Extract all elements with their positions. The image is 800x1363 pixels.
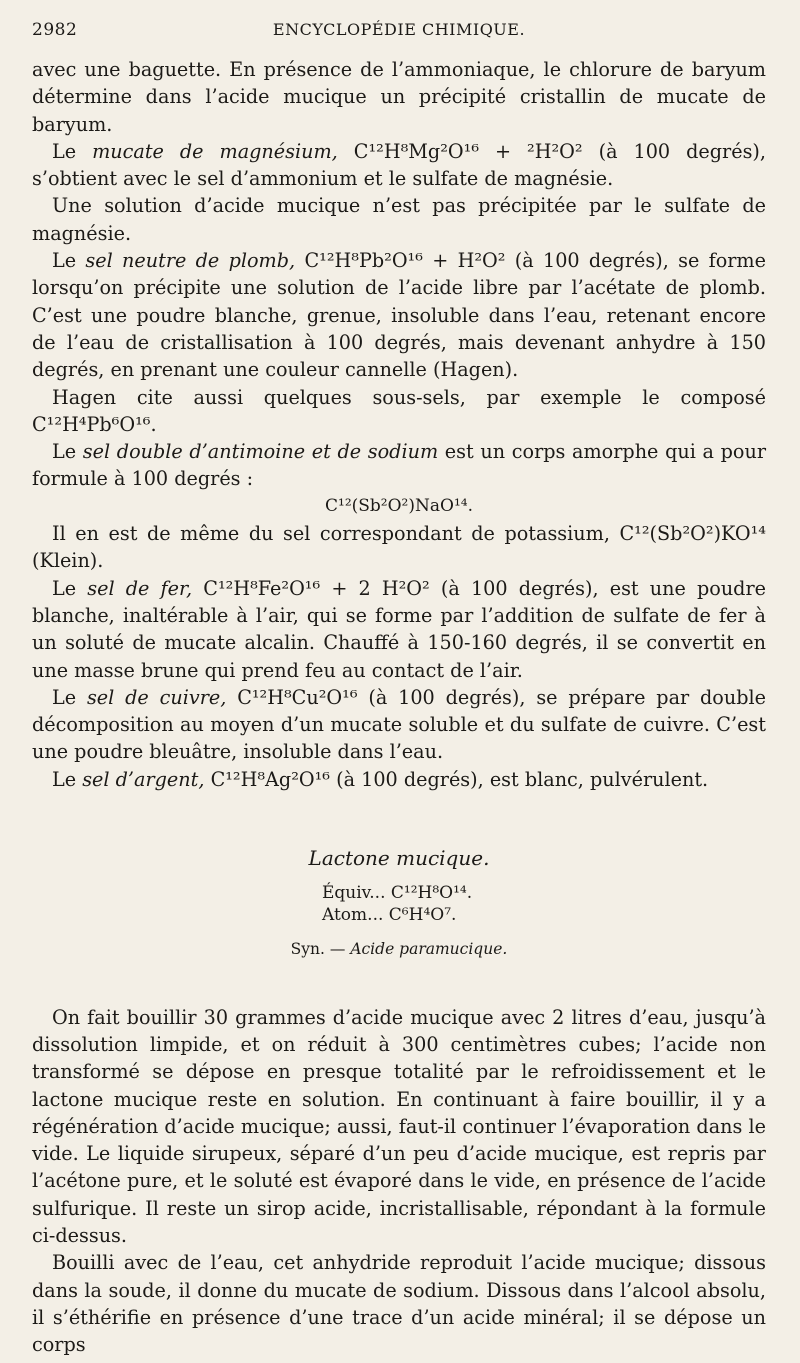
atom-row bbox=[322, 904, 522, 926]
syn-value: Acide paramucique. bbox=[350, 940, 508, 959]
text: Hagen cite aussi quelques sous-sels, par exemple le composé bbox=[52, 385, 766, 409]
paragraph-fer bbox=[32, 575, 766, 684]
paragraph-cuivre bbox=[32, 684, 766, 766]
paragraph-antimoine bbox=[32, 438, 766, 493]
term-sel-neutre-plomb: sel neutre de plomb, bbox=[85, 249, 296, 273]
equiv-row bbox=[322, 882, 522, 904]
text: Le bbox=[52, 139, 93, 163]
term-sel-argent: sel d’argent, bbox=[82, 767, 205, 791]
paragraph-baryum: avec une baguette. En présence de l’ammoniaque, le chlorure de baryum détermine dans l’acide mucique un précipité cristallin de mucate de baryum. bbox=[32, 58, 766, 136]
text: (à 100 degrés), est blanc, pulvérulent. bbox=[330, 767, 709, 791]
formula-argent: C¹²H⁸Ag²O¹⁶ bbox=[210, 767, 330, 791]
equiv-label: Équiv... bbox=[322, 883, 386, 904]
paragraph-preparation: On fait bouillir 30 grammes d’acide mucique avec 2 litres d’eau, jusqu’à dissolution limpide, et on réduit à 300 centimètres cubes; l’acide non transformé se dépose en presque totalité par le refroidissement et le lactone mucique reste en solution. En continuant à faire bouillir, il y a régénération d’acide mucique; aussi, faut-il continuer l’évaporation dans le vide. Le liquide sirupeux, séparé d’un peu d’acide mucique, est repris par l’acétone pure, et le soluté est évaporé dans le vide, en présence de l’acide sulfurique. Il reste un sirop acide, incristallisable, répondant à la formule ci-dessus. bbox=[32, 1005, 766, 1247]
term-mucate-magnesium: mucate de magnésium, bbox=[92, 139, 338, 163]
text: Le bbox=[52, 767, 83, 791]
text: Il en est de même du sel correspondant de potassium, bbox=[52, 522, 620, 546]
formula-magnesium: C¹²H⁸Mg²O¹⁶ + ²H²O² bbox=[353, 139, 583, 163]
paragraph-potassium bbox=[32, 520, 766, 575]
paragraph-solution: Une solution d’acide mucique n’est pas précipitée par le sulfate de magnésie. bbox=[32, 194, 766, 245]
paragraph-properties: Bouilli avec de l’eau, cet anhydride reproduit l’acide mucique; dissous dans la soude, il donne du mucate de sodium. Dissous dans l’alcool absolu, il s’éthérifie en présence d’une trace d’un acide minéral; il se dépose un corps bbox=[32, 1251, 766, 1357]
section-title: Lactone mucique. bbox=[308, 846, 490, 871]
page-number: 2982 bbox=[32, 20, 78, 40]
formula-fer: C¹²H⁸Fe²O¹⁶ + 2 H²O² bbox=[203, 576, 430, 600]
running-title: ENCYCLOPÉDIE CHIMIQUE. bbox=[272, 20, 526, 39]
synonym-line bbox=[32, 936, 766, 963]
formula-sous-sel: C¹²H⁴Pb⁶O¹⁶. bbox=[32, 412, 157, 436]
text: Le bbox=[52, 576, 88, 600]
text: Le bbox=[52, 249, 86, 273]
text: (à 100 degrés), se prépare par double décomposition au moyen d’un mucate soluble et du sulfate de cuivre. C’est une poudre bleuâtre, insoluble dans l’eau. bbox=[32, 685, 766, 764]
paragraph-hagen bbox=[32, 384, 766, 439]
formula-cuivre: C¹²H⁸Cu²O¹⁶ bbox=[237, 685, 358, 709]
formula-antimoine-sodium: C¹²(Sb²O²)NaO¹⁴. bbox=[325, 495, 473, 516]
formula-plomb: C¹²H⁸Pb²O¹⁶ + H²O² bbox=[304, 249, 506, 273]
text: (à 100 degrés), se forme lorsqu’on précipite une solution de l’acide libre par l’acétate de plomb. C’est une poudre blanche, grenue, insoluble dans l’eau, retenant encore de l’eau de cristallisation à 100 degrés, mais devenant anhydre à 150 degrés, en prenant une couleur cannelle (Hagen). bbox=[32, 249, 766, 382]
paragraph-plomb bbox=[32, 247, 766, 383]
term-sel-fer: sel de fer, bbox=[87, 576, 193, 600]
text: (à 100 degrés), est une poudre blanche, inaltérable à l’air, qui se forme par l’addition de sulfate de fer à un soluté de mucate alcalin. Chauffé à 150-160 degrés, il se convertit en une masse brune qui prend feu au contact de l’air. bbox=[32, 576, 766, 682]
text: est un corps amorphe qui a pour formule à 100 degrés : bbox=[32, 440, 767, 491]
text: Le bbox=[52, 440, 83, 464]
paragraph-argent bbox=[32, 766, 766, 793]
text: Le bbox=[52, 685, 87, 709]
paragraph-magnesium bbox=[32, 138, 766, 193]
term-sel-cuivre: sel de cuivre, bbox=[86, 685, 227, 709]
equiv-value: C¹²H⁸O¹⁴. bbox=[390, 883, 473, 904]
equivalents-block bbox=[322, 882, 522, 926]
atom-value: C⁶H⁴O⁷. bbox=[388, 905, 457, 926]
atom-label: Atom... bbox=[322, 905, 384, 926]
formula-potassium: C¹²(Sb²O²)KO¹⁴ bbox=[619, 522, 766, 546]
page-body bbox=[32, 56, 766, 1358]
text: (à 100 degrés), s’obtient avec le sel d’ammonium et le sulfate de magnésie. bbox=[32, 139, 767, 191]
term-sel-double-antimoine: sel double d’antimoine et de sodium bbox=[82, 440, 439, 464]
running-header bbox=[32, 20, 766, 46]
text: (Klein). bbox=[32, 549, 104, 573]
syn-label: Syn. — bbox=[290, 940, 351, 959]
